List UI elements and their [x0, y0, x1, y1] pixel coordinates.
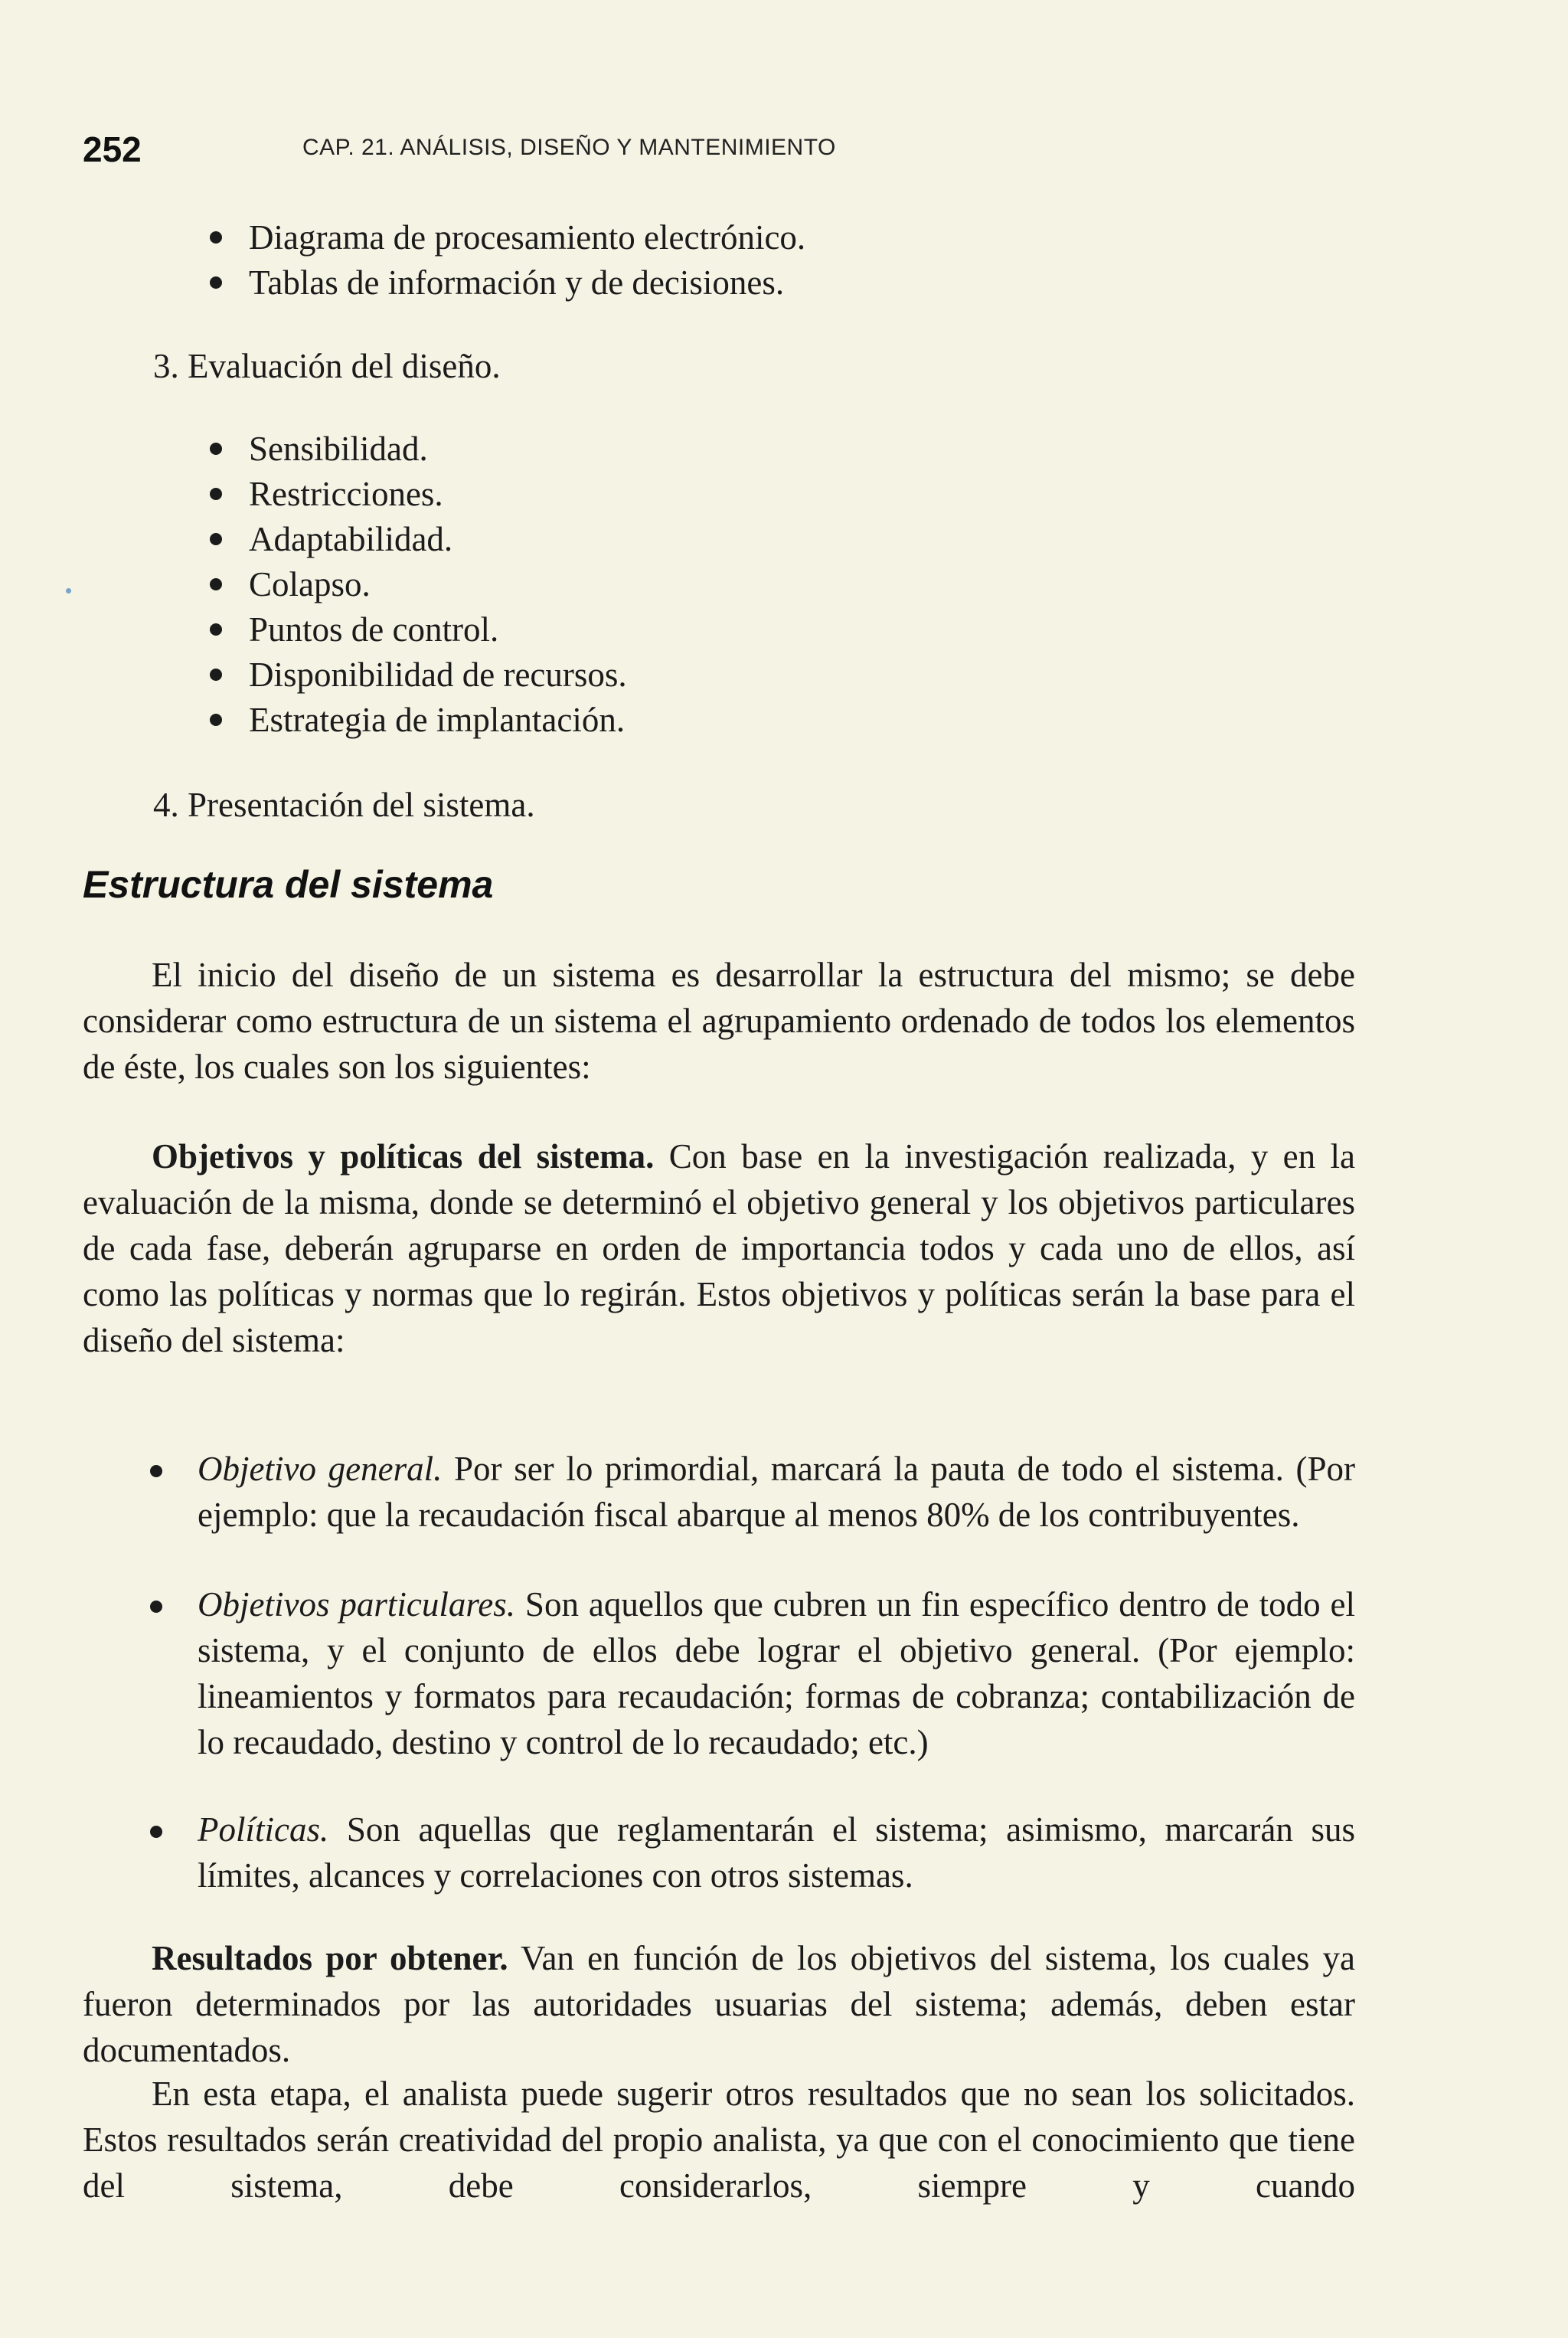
running-head: CAP. 21. ANÁLISIS, DISEÑO Y MANTENIMIENTO [302, 135, 836, 160]
list-item: Restricciones. [249, 475, 443, 513]
results-lead: Resultados por obtener. [152, 1939, 508, 1977]
list-item: Adaptabilidad. [249, 520, 453, 558]
results-text: Van en función de los objetivos del sistema, los cuales ya fueron determinados por las autoridades usuarias del sistema; además, deben estar documentados. [83, 1939, 1355, 2069]
bullet-icon [210, 533, 222, 545]
objective-bullet: Objetivo general. Por ser lo primordial, marcará la pauta de todo el sistema. (Por ejemplo: que la recaudación fiscal abarque al menos 80% de los contribuyentes. [198, 1450, 1356, 1534]
list-item: Sensibilidad. [249, 430, 428, 468]
bullet-icon [210, 443, 222, 455]
bullet-icon [210, 578, 222, 590]
list-item: Diagrama de procesamiento electrónico. [249, 218, 806, 257]
bullet-icon [210, 669, 222, 681]
list-item: Estrategia de implantación. [249, 701, 626, 739]
closing-paragraph: En esta etapa, el analista puede sugerir otros resultados que no sean los solicitados. Estos resultados serán creatividad del propio analista, ya que con el conocimiento que tiene del sistema, debe considerarlos, siempre y cuando [83, 2075, 1355, 2205]
list-item: Puntos de control. [249, 610, 499, 649]
results-paragraph [83, 1935, 1355, 2073]
objectives-paragraph [83, 1133, 1355, 1363]
objectives-lead: Objetivos y políticas del sistema. [152, 1137, 655, 1176]
bullet-icon [150, 1826, 162, 1838]
print-speck [66, 588, 71, 593]
list-item: Colapso. [249, 565, 371, 603]
section-heading: Estructura del sistema [83, 863, 494, 906]
bullet-icon [210, 714, 222, 726]
bullet-icon [210, 623, 222, 636]
bullet-icon [210, 488, 222, 500]
objectives-text: Con base en la investigación realizada, y en la evaluación de la misma, donde se determinó el objetivo general y los objetivos particulares de cada fase, deberán agruparse en orden de importancia todos y cada uno de ellos, así como las políticas y normas que lo regirán. Estos objetivos y políticas serán la base para el diseño del sistema: [83, 1137, 1356, 1359]
objective-bullet: Objetivos particulares. Son aquellos que cubren un fin específico dentro de todo el sistema, y el conjunto de ellos debe lograr el objetivo general. (Por ejemplo: lineamientos y formatos para recaudación; formas de cobranza; contabilización de lo recaudado, destino y control de lo recaudado; etc.) [198, 1585, 1355, 1761]
bullet-icon [150, 1601, 162, 1613]
objective-term: Objetivos particulares. [198, 1585, 515, 1624]
bullet-icon [210, 231, 222, 244]
page-header [83, 129, 142, 175]
numbered-item-3: 3. Evaluación del diseño. [153, 347, 501, 385]
list-item: Tablas de información y de decisiones. [249, 263, 785, 302]
objective-term: Objetivo general. [198, 1450, 443, 1488]
bullet-icon [210, 276, 222, 289]
bullet-icon [150, 1465, 162, 1477]
numbered-item-4: 4. Presentación del sistema. [153, 786, 535, 824]
list-item: Disponibilidad de recursos. [249, 656, 627, 694]
objective-bullet: Políticas. Son aquellas que reglamentarán el sistema; asimismo, marcarán sus límites, alcances y correlaciones con otros sistemas. [198, 1810, 1355, 1895]
objective-term: Políticas. [198, 1810, 329, 1849]
intro-paragraph: El inicio del diseño de un sistema es desarrollar la estructura del mismo; se debe considerar como estructura de un sistema el agrupamiento ordenado de todos los elementos de éste, los cuales son los siguientes: [83, 956, 1355, 1086]
page-number: 252 [83, 129, 142, 169]
